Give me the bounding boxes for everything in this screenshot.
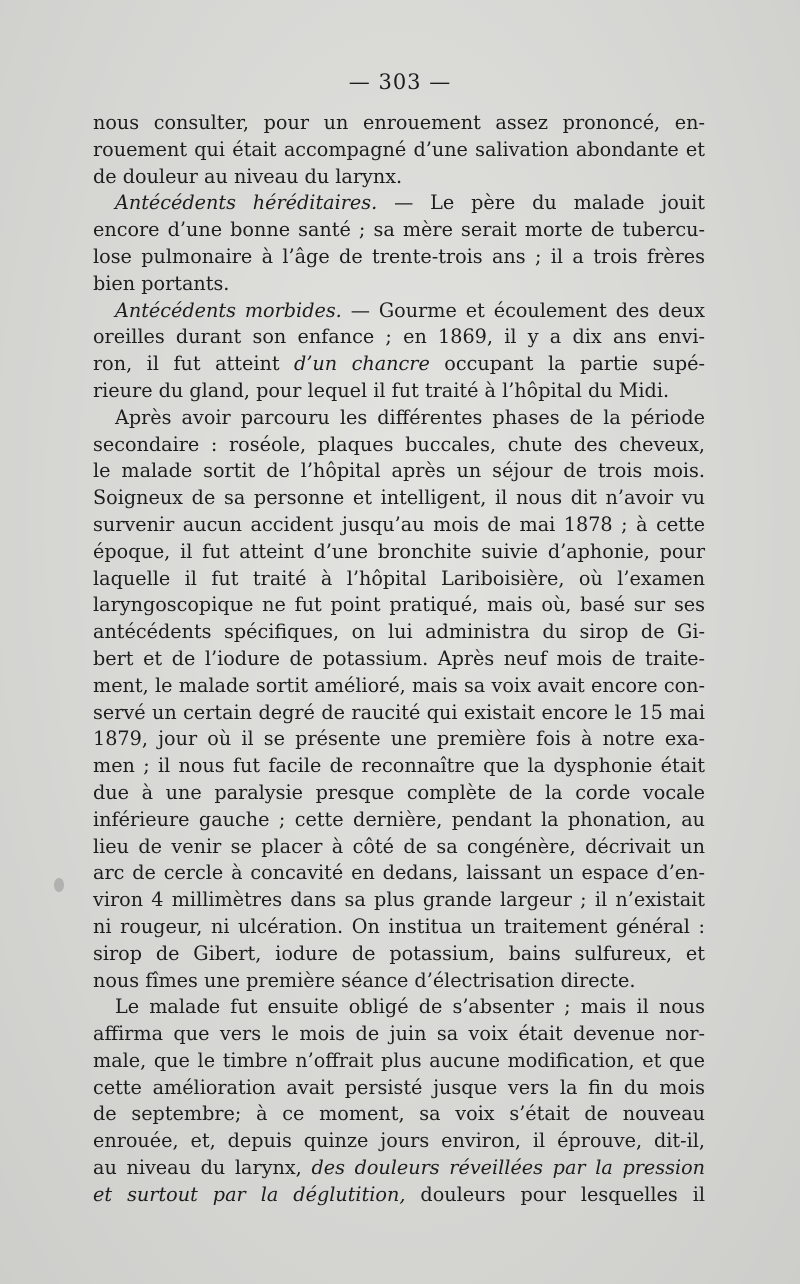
text-line	[93, 405, 705, 432]
text-segment: au niveau du larynx,	[93, 1156, 312, 1180]
text-segment: 1879, jour où il se présente une première fois à notre exa-	[93, 727, 705, 751]
text-segment: viron 4 millimètres dans sa plus grande largeur ; il n’existait	[93, 888, 705, 912]
text-segment: men ; il nous fut facile de reconnaître que la dysphonie était	[93, 754, 705, 778]
text-line	[93, 485, 705, 512]
text-segment: survenir aucun accident jusqu’au mois de mai 1878 ; à cette	[93, 512, 705, 536]
text-line	[93, 619, 705, 646]
text-segment: laryngoscopique ne fut point pratiqué, mais où, basé sur ses	[93, 593, 705, 617]
text-segment: Le malade fut ensuite obligé de s’absenter ; mais il nous	[115, 995, 705, 1019]
italic-text: des douleurs réveillées par la pression	[311, 1156, 705, 1180]
text-line	[93, 110, 705, 137]
text-segment: nous consulter, pour un enrouement assez prononcé, en-	[93, 111, 705, 134]
text-segment: enrouée, et, depuis quinze jours environ, il éprouve, dit-il,	[93, 1129, 705, 1153]
text-segment: bert et de l’iodure de potassium. Après neuf mois de traite-	[93, 646, 705, 670]
text-segment: secondaire : roséole, plaques buccales, chute des cheveux,	[93, 432, 705, 456]
italic-text: Antécédents morbides.	[115, 298, 342, 322]
text-segment: lose pulmonaire à l’âge de trente-trois ans ; il a trois frères	[93, 244, 705, 268]
text-line	[93, 432, 705, 459]
text-segment: laquelle il fut traité à l’hôpital Lariboisière, où l’examen	[93, 566, 705, 590]
text-segment: nous fîmes une première séance d’électrisation directe.	[93, 968, 636, 992]
text-segment: ment, le malade sortit amélioré, mais sa voix avait encore con-	[93, 673, 705, 697]
text-line	[93, 566, 705, 593]
text-segment: cette amélioration avait persisté jusque vers la fin du mois	[93, 1075, 705, 1099]
text-segment: occupant la partie supé-	[429, 352, 705, 376]
text-segment: due à une paralysie presque complète de la corde vocale	[93, 780, 705, 804]
text-line	[93, 190, 705, 217]
text-line	[93, 780, 705, 807]
text-segment: rouement qui était accompagné d’une salivation abondante et	[93, 137, 705, 161]
text-line	[93, 994, 705, 1021]
page-number: — 303 —	[348, 70, 452, 94]
text-line	[93, 673, 705, 700]
text-segment: arc de cercle à concavité en dedans, laissant un espace d’en-	[93, 861, 705, 885]
text-line	[93, 646, 705, 673]
text-segment: de septembre; à ce moment, sa voix s’était de nouveau	[93, 1102, 705, 1126]
text-segment: ron, il fut atteint	[93, 352, 295, 376]
text-line	[93, 1182, 705, 1209]
text-line	[93, 164, 705, 191]
text-segment: époque, il fut atteint d’une bronchite suivie d’aphonie, pour	[93, 539, 705, 563]
text-line	[93, 753, 705, 780]
italic-text: et surtout par la déglutition,	[93, 1182, 406, 1206]
text-line	[93, 458, 705, 485]
text-line	[93, 1021, 705, 1048]
text-segment: male, que le timbre n’offrait plus aucune modification, et que	[93, 1048, 705, 1072]
text-line	[93, 592, 705, 619]
text-line	[93, 834, 705, 861]
text-line	[93, 887, 705, 914]
text-line	[93, 539, 705, 566]
text-line	[93, 1101, 705, 1128]
text-line	[93, 1155, 705, 1182]
text-line	[93, 941, 705, 968]
italic-text: d’un chancre	[294, 352, 430, 376]
text-segment: encore d’une bonne santé ; sa mère serait morte de tubercu-	[93, 218, 705, 242]
text-line	[93, 860, 705, 887]
text-segment: affirma que vers le mois de juin sa voix était devenue nor-	[93, 1022, 705, 1046]
text-segment: de douleur au niveau du larynx.	[93, 164, 403, 188]
text-segment: le malade sortit de l’hôpital après un séjour de trois mois.	[93, 459, 705, 483]
text-line	[93, 378, 705, 405]
text-line	[93, 244, 705, 271]
text-line	[93, 271, 705, 298]
text-segment: — Gourme et écoulement des deux	[341, 298, 705, 322]
text-segment: Après avoir parcouru les différentes phases de la période	[115, 405, 705, 429]
text-line	[93, 351, 705, 378]
text-line	[93, 968, 705, 995]
text-line	[93, 512, 705, 539]
text-segment: servé un certain degré de raucité qui existait encore le 15 mai	[93, 700, 705, 724]
text-segment: oreilles durant son enfance ; en 1869, il y a dix ans envi-	[93, 325, 705, 349]
text-line	[93, 1128, 705, 1155]
text-segment: rieure du gland, pour lequel il fut traité à l’hôpital du Midi.	[93, 378, 670, 402]
text-segment: ni rougeur, ni ulcération. On institua un traitement général :	[93, 914, 705, 938]
text-segment: lieu de venir se placer à côté de sa congénère, décrivait un	[93, 834, 705, 858]
text-segment: sirop de Gibert, iodure de potassium, bains sulfureux, et	[93, 941, 705, 965]
text-line	[93, 700, 705, 727]
text-segment: antécédents spécifiques, on lui administra du sirop de Gi-	[93, 620, 705, 644]
text-line	[93, 807, 705, 834]
body-text	[93, 110, 705, 1209]
text-line	[93, 1075, 705, 1102]
text-line	[93, 298, 705, 325]
text-segment: douleurs pour lesquelles il	[405, 1182, 705, 1206]
text-segment: Soigneux de sa personne et intelligent, il nous dit n’avoir vu	[93, 486, 705, 510]
paper-speck	[54, 878, 64, 892]
text-line	[93, 1048, 705, 1075]
italic-text: Antécédents héréditaires.	[115, 191, 378, 215]
text-line	[93, 324, 705, 351]
text-line	[93, 137, 705, 164]
text-line	[93, 914, 705, 941]
text-segment: — Le père du malade jouit	[377, 191, 705, 215]
text-line	[93, 726, 705, 753]
text-segment: inférieure gauche ; cette dernière, pendant la phonation, au	[93, 807, 705, 831]
text-line	[93, 217, 705, 244]
text-segment: bien portants.	[93, 271, 230, 295]
